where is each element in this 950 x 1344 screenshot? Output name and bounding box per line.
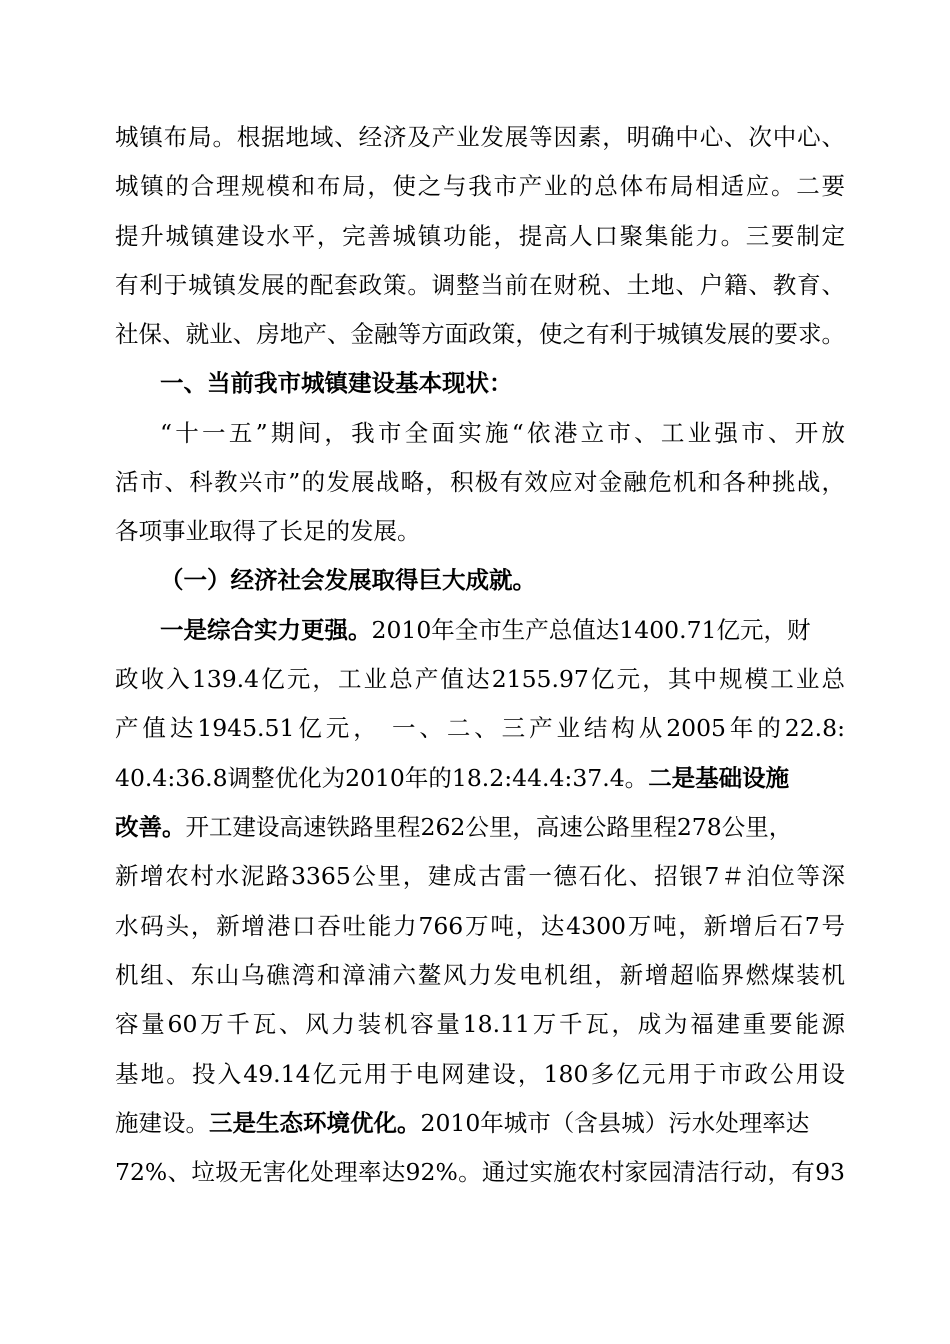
paragraph-line: 基地。投入49.14亿元用于电网建设，180多亿元用于市政公用设 (115, 1060, 845, 1088)
text-run: 开工建设高速铁路里程262公里，高速公路里程278公里， (185, 813, 793, 841)
bold-lead: 三是生态环境优化。 (209, 1109, 421, 1137)
paragraph-line (160, 606, 845, 654)
bold-lead: 二是基础设施 (648, 764, 790, 792)
bold-lead: 改善。 (115, 813, 186, 841)
text-run: 2010年城市（含县城）污水处理率达 (420, 1109, 810, 1137)
text-run: 施建设。 (115, 1109, 209, 1137)
paragraph-line: 水码头，新增港口吞吐能力766万吨，达4300万吨，新增后石7号 (115, 912, 845, 940)
bold-lead: 一是综合实力更强。 (160, 616, 372, 644)
text-run: 40.4:36.8调整优化为2010年的18.2:44.4:37.4。 (115, 764, 649, 792)
paragraph-line (115, 803, 845, 851)
paragraph-line: 72%、垃圾无害化处理率达92%。通过实施农村家园清洁行动，有93 (115, 1158, 845, 1186)
paragraph-line: 城镇的合理规模和布局，使之与我市产业的总体布局相适应。二要 (115, 172, 845, 200)
paragraph-line: 城镇布局。根据地域、经济及产业发展等因素，明确中心、次中心、 (115, 123, 845, 151)
paragraph-line: 新增农村水泥路3365公里，建成古雷一德石化、招银7＃泊位等深 (115, 862, 845, 890)
section-heading: 一、当前我市城镇建设基本现状： (160, 369, 513, 397)
paragraph-line: 产值达1945.51亿元， 一、二、三产业结构从2005年的22.8: (115, 714, 845, 742)
paragraph-line: 有利于城镇发展的配套政策。调整当前在财税、土地、户籍、教育、 (115, 271, 845, 299)
paragraph-line (115, 1099, 845, 1147)
text-run: 2010年全市生产总值达1400.71亿元，财 (371, 616, 811, 644)
paragraph-line: 提升城镇建设水平，完善城镇功能，提高人口聚集能力。三要制定 (115, 222, 845, 250)
paragraph-line: 政收入139.4亿元，工业总产值达2155.97亿元，其中规模工业总 (115, 665, 845, 693)
paragraph-line (115, 754, 845, 802)
paragraph-line: 活市、科教兴市”的发展战略，积极有效应对金融危机和各种挑战， (115, 468, 845, 496)
subsection-heading: （一）经济社会发展取得巨大成就。 (160, 566, 536, 594)
paragraph-line: 社保、就业、房地产、金融等方面政策，使之有利于城镇发展的要求。 (115, 320, 845, 348)
paragraph-line: 机组、东山乌礁湾和漳浦六鳌风力发电机组，新增超临界燃煤装机 (115, 961, 845, 989)
paragraph-line: “十一五”期间，我市全面实施“依港立市、工业强市、开放 (160, 419, 845, 447)
paragraph-line: 各项事业取得了长足的发展。 (115, 517, 421, 545)
paragraph-line: 容量60万千瓦、风力装机容量18.11万千瓦，成为福建重要能源 (115, 1010, 845, 1038)
